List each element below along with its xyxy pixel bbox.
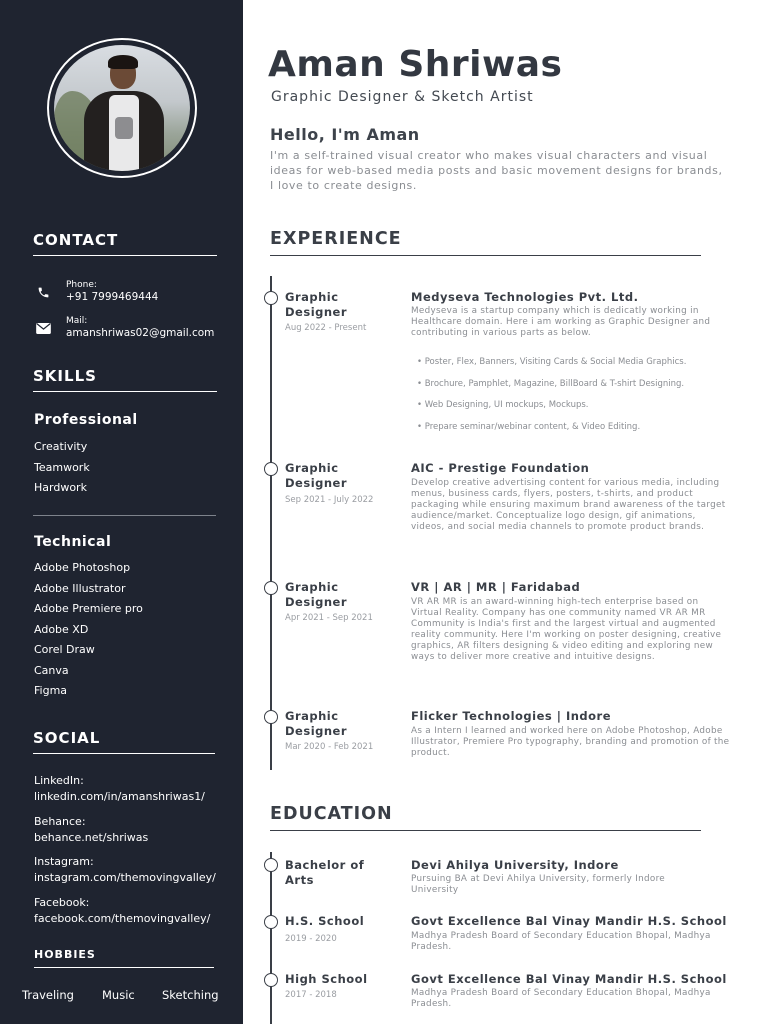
education-institution: Govt Excellence Bal Vinay Mandir H.S. School [411,972,727,986]
job-description: As a Intern I learned and worked here on Adobe Photoshop, Adobe Illustrator, Premiere Pro typography, branding and promotion of the product. [411,726,730,758]
job-bullet-item: • Web Designing, UI mockups, Mockups. [417,400,589,411]
job-date: Sep 2021 - July 2022 [285,495,374,505]
job-bullets [417,355,686,442]
job-description: Medyseva is a startup company which is dedicatly working in Healthcare domain. Here i am working as Graphic Designer and contributing in various parts as below. [411,306,711,338]
mail-label: Mail: [66,316,88,326]
phone-value[interactable]: +91 7999469444 [66,291,159,303]
technical-skills-list [34,558,143,702]
technical-skills-heading: Technical [34,534,112,550]
social-facebook [34,895,210,927]
education-description: Pursuing BA at Devi Ahilya University, formerly Indore University [411,874,666,895]
education-degree: H.S. School [285,914,365,928]
timeline-node [264,462,278,476]
phone-icon [33,285,53,299]
person-role: Graphic Designer & Sketch Artist [271,89,534,105]
job-role: Graphic Designer [285,461,348,490]
greeting: Hello, I'm Aman [270,125,420,144]
hobbies-heading: HOBBIES [34,948,214,968]
education-timeline [270,852,272,1024]
behance-link[interactable]: behance.net/shriwas [34,831,149,844]
job-organization: Flicker Technologies | Indore [411,709,612,723]
contact-heading: CONTACT [33,231,217,256]
education-heading: EDUCATION [270,804,701,831]
education-degree: High School [285,972,368,986]
mail-icon [33,321,53,335]
contact-mail [33,316,214,340]
job-description: Develop creative advertising content for various media, including menus, business cards, flyers, posters, t-shirts, and product packaging while ensuring maximum brand awareness of the target audience/market. Conceptualize logo design, gif animations, videos, and social media channels to promote product brands. [411,478,726,532]
education-institution: Govt Excellence Bal Vinay Mandir H.S. School [411,914,727,928]
job-organization: VR | AR | MR | Faridabad [411,580,581,594]
timeline-node [264,915,278,929]
intro-text: I'm a self-trained visual creator who makes visual characters and visual ideas for web-based media posts and basic movement designs for brands, I love to create designs. [270,149,723,192]
skill-item: Adobe Premiere pro [34,602,143,615]
profile-photo [54,45,190,171]
timeline-node [264,710,278,724]
education-institution: Devi Ahilya University, Indore [411,858,619,872]
education-date: 2017 - 2018 [285,990,337,1000]
social-label: Behance: [34,815,86,828]
job-bullet-item: • Prepare seminar/webinar content, & Video Editing. [417,422,641,433]
professional-skills-heading: Professional [34,412,138,428]
job-role: Graphic Designer [285,290,348,319]
education-description: Madhya Pradesh Board of Secondary Education Bhopal, Madhya Pradesh. [411,988,711,1009]
instagram-link[interactable]: instagram.com/themovingvalley/ [34,871,216,884]
person-name: Aman Shriwas [268,44,563,85]
social-heading: SOCIAL [33,729,215,754]
job-role: Graphic Designer [285,580,348,609]
job-date: Apr 2021 - Sep 2021 [285,613,373,623]
hobby-item: Sketching [162,988,219,1002]
timeline-node [264,291,278,305]
hobby-item: Traveling [22,988,74,1002]
timeline-node [264,858,278,872]
skill-item: Canva [34,663,69,677]
hobby-item: Music [102,988,135,1002]
skills-heading: SKILLS [33,367,217,392]
professional-skills-list [34,437,90,499]
skill-item: Adobe Photoshop [34,561,131,574]
skill-item: Hardwork [34,481,87,494]
phone-label: Phone: [66,280,97,290]
skill-item: Creativity [34,440,88,453]
experience-timeline [270,276,272,770]
education-degree: Bachelor of Arts [285,858,365,887]
social-linkedin [34,773,205,805]
skill-item: Adobe XD [34,622,89,636]
timeline-node [264,581,278,595]
job-organization: Medyseva Technologies Pvt. Ltd. [411,290,639,304]
social-label: LinkedIn: [34,774,84,787]
skill-item: Teamwork [34,460,90,474]
social-label: Facebook: [34,896,90,909]
timeline-node [264,973,278,987]
job-bullet-item: • Poster, Flex, Banners, Visiting Cards & Social Media Graphics. [417,357,687,367]
contact-phone [33,280,158,304]
social-instagram [34,854,216,886]
experience-heading: EXPERIENCE [270,229,701,256]
education-date: 2019 - 2020 [285,934,337,944]
skill-item: Corel Draw [34,643,95,656]
skill-item: Figma [34,684,68,697]
job-bullet-item: • Brochure, Pamphlet, Magazine, BillBoard & T-shirt Designing. [417,378,685,389]
facebook-link[interactable]: facebook.com/themovingvalley/ [34,912,211,925]
job-organization: AIC - Prestige Foundation [411,461,590,475]
social-behance [34,814,148,846]
education-description: Madhya Pradesh Board of Secondary Education Bhopal, Madhya Pradesh. [411,931,711,952]
profile-photo-frame [47,38,197,178]
mail-value[interactable]: amanshriwas02@gmail.com [66,327,215,339]
job-description: VR AR MR is an award-winning high-tech enterprise based on Virtual Reality. Company has one community named VR AR MR Community is India's first and the largest virtual and augmented reality community. Here I'm working on poster designing, creative graphics, AR filters designing & video editing and exploring new ways to deliver more creative and intuitive designs. [411,597,722,662]
sidebar [0,0,243,1024]
job-role: Graphic Designer [285,709,348,738]
job-date: Aug 2022 - Present [285,323,367,333]
job-date: Mar 2020 - Feb 2021 [285,742,374,752]
social-label: Instagram: [34,855,94,868]
skill-item: Adobe Illustrator [34,581,126,595]
skills-divider [33,515,216,516]
linkedin-link[interactable]: linkedin.com/in/amanshriwas1/ [34,790,205,803]
